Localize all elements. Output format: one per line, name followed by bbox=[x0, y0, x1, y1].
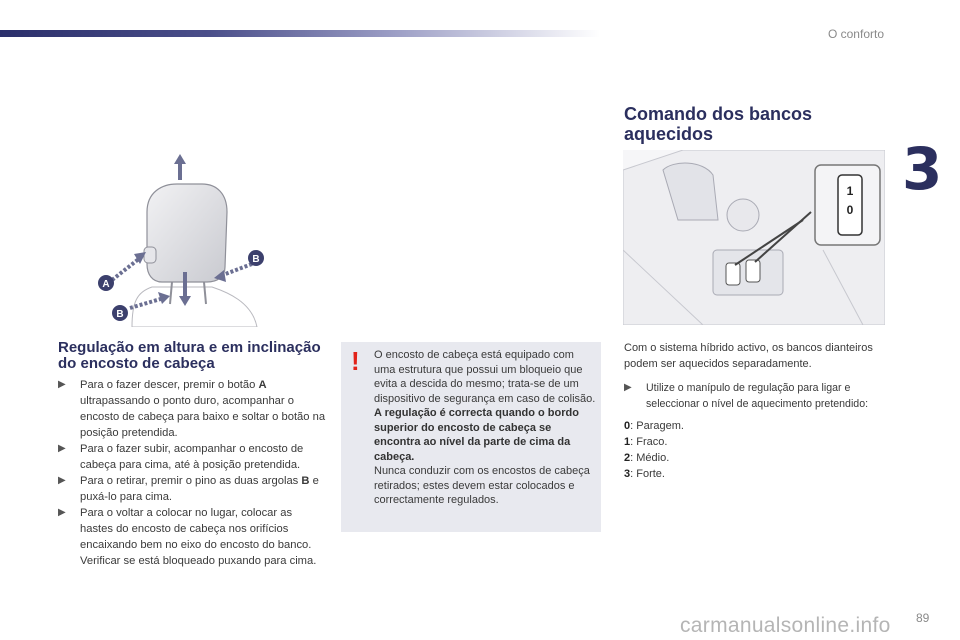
label-b-left: B bbox=[116, 309, 124, 320]
warning-text: O encosto de cabeça está equipado com uma estrutura que possui um bloqueio que evita a descida do mesmo; trata-se de um dispositivo de segurança em caso de colisão. A regulação é correcta quando o bordo superior do encosto de cabeça se encontra ao nível da parte de cima da cabeça. Nunca conduzir com os encostos de cabeça retirados; estes devem estar colocados e correctamente regulados. bbox=[374, 349, 596, 506]
level-item: 2: Médio. bbox=[624, 452, 670, 464]
dial-label-0: 0 bbox=[846, 203, 854, 217]
chapter-number: 3 bbox=[902, 135, 943, 203]
header-bar bbox=[0, 30, 600, 37]
warning-box bbox=[341, 342, 601, 532]
headrest-title: Regulação em altura e em inclinação do encosto de cabeça bbox=[58, 339, 321, 372]
headrest-instructions bbox=[58, 377, 326, 569]
bullet-icon: ▶ bbox=[58, 443, 66, 454]
section-label: O conforto bbox=[827, 27, 884, 41]
bullet-icon: ▶ bbox=[624, 382, 632, 393]
list-item: ▶ Para o fazer descer, premir o botão A ultrapassando o ponto duro, acompanhar o encosto de cabeça para baixo e soltar o botão na posição pretendida. bbox=[58, 379, 326, 439]
heated-seats-intro: Com o sistema híbrido activo, os bancos dianteiros podem ser aquecidos separadamente. bbox=[624, 342, 873, 370]
level-item: 0: Paragem. bbox=[624, 420, 684, 432]
list-item: ▶ Para o fazer subir, acompanhar o encosto de cabeça para cima, até à posição pretendida. bbox=[58, 443, 304, 471]
label-a: A bbox=[102, 279, 110, 290]
heated-seat-figure bbox=[623, 150, 885, 325]
bullet-icon: ▶ bbox=[58, 379, 66, 390]
bullet-icon: ▶ bbox=[58, 475, 66, 486]
heating-levels bbox=[624, 418, 684, 482]
warning-icon: ! bbox=[351, 346, 360, 376]
list-item: ▶ Para o retirar, premir o pino as duas argolas B e puxá-lo para cima. bbox=[58, 475, 319, 503]
level-item: 1: Fraco. bbox=[624, 436, 668, 448]
bullet-icon: ▶ bbox=[58, 507, 66, 518]
label-b-right: B bbox=[252, 254, 260, 265]
watermark: carmanualsonline.info bbox=[680, 614, 891, 637]
heated-seats-title: Comando dos bancos aquecidos bbox=[624, 104, 813, 144]
level-item: 3: Forte. bbox=[624, 468, 665, 480]
headrest-figure bbox=[92, 152, 272, 327]
page-number: 89 bbox=[916, 611, 930, 625]
dial-label-1: 1 bbox=[846, 184, 854, 198]
list-item: ▶ Utilize o manípulo de regulação para ligar e seleccionar o nível de aquecimento pretendido: bbox=[624, 382, 869, 410]
list-item: ▶ Para o voltar a colocar no lugar, colocar as hastes do encosto de cabeça nos orifícios encaixando bem no eixo do encosto do banco. Verificar se está bloqueado puxando para cima. bbox=[58, 507, 317, 567]
heated-seats-instructions bbox=[624, 380, 894, 412]
